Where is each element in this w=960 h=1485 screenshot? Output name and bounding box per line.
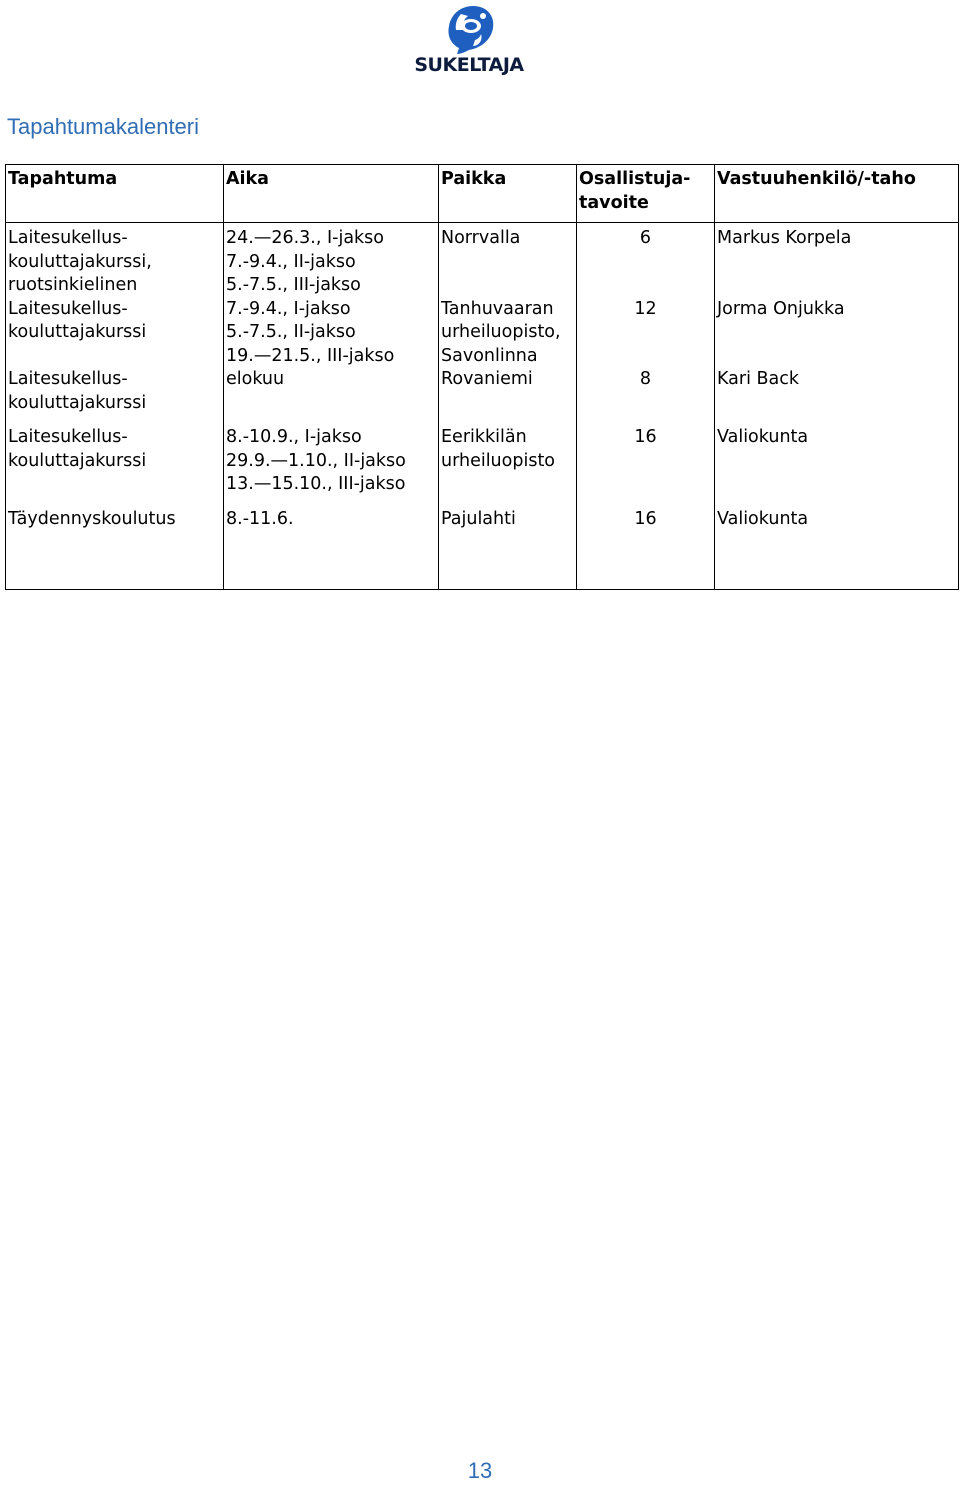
table-row	[6, 368, 959, 426]
diver-mask-icon	[443, 4, 499, 56]
cell-place: Eerikkilän urheiluopisto	[439, 426, 577, 506]
sukeltaja-logo	[413, 4, 525, 78]
cell-target: 12	[577, 298, 715, 369]
cell-responsible: Markus Korpela	[715, 223, 959, 298]
cell-event: Laitesukellus- kouluttajakurssi	[6, 426, 224, 506]
cell-target: 8	[577, 368, 715, 426]
table-row	[6, 506, 959, 590]
header-time: Aika	[224, 165, 439, 223]
cell-target: 16	[577, 506, 715, 590]
logo-wordmark: SUKELTAJA	[414, 54, 524, 76]
cell-event: Laitesukellus- kouluttajakurssi, ruotsinkielinen	[6, 223, 224, 298]
cell-time: 24.—26.3., I-jakso 7.-9.4., II-jakso 5.-7.5., III-jakso	[224, 223, 439, 298]
header-event: Tapahtuma	[6, 165, 224, 223]
page-number: 13	[467, 1458, 493, 1483]
table-header-row	[6, 165, 959, 223]
header-place: Paikka	[439, 165, 577, 223]
cell-responsible: Valiokunta	[715, 426, 959, 506]
header-participant-target: Osallistuja- tavoite	[577, 165, 715, 223]
cell-time: 8.-10.9., I-jakso 29.9.—1.10., II-jakso 13.—15.10., III-jakso	[224, 426, 439, 506]
cell-time: 8.-11.6.	[224, 506, 439, 590]
table-row	[6, 298, 959, 369]
cell-time: elokuu	[224, 368, 439, 426]
cell-responsible: Jorma Onjukka	[715, 298, 959, 369]
cell-event: Laitesukellus- kouluttajakurssi	[6, 298, 224, 369]
cell-responsible: Valiokunta	[715, 506, 959, 590]
header-responsible: Vastuuhenkilö/-taho	[715, 165, 959, 223]
table-row	[6, 426, 959, 506]
table-row	[6, 223, 959, 298]
cell-place: Norrvalla	[439, 223, 577, 298]
cell-time: 7.-9.4., I-jakso 5.-7.5., II-jakso 19.—21.5., III-jakso	[224, 298, 439, 369]
cell-responsible: Kari Back	[715, 368, 959, 426]
cell-place: Rovaniemi	[439, 368, 577, 426]
cell-target: 6	[577, 223, 715, 298]
cell-place: Pajulahti	[439, 506, 577, 590]
event-calendar-table	[5, 164, 959, 590]
cell-target: 16	[577, 426, 715, 506]
cell-event: Laitesukellus- kouluttajakurssi	[6, 368, 224, 426]
cell-event: Täydennyskoulutus	[6, 506, 224, 590]
page-title: Tapahtumakalenteri	[7, 114, 200, 139]
cell-place: Tanhuvaaran urheiluopisto, Savonlinna	[439, 298, 577, 369]
